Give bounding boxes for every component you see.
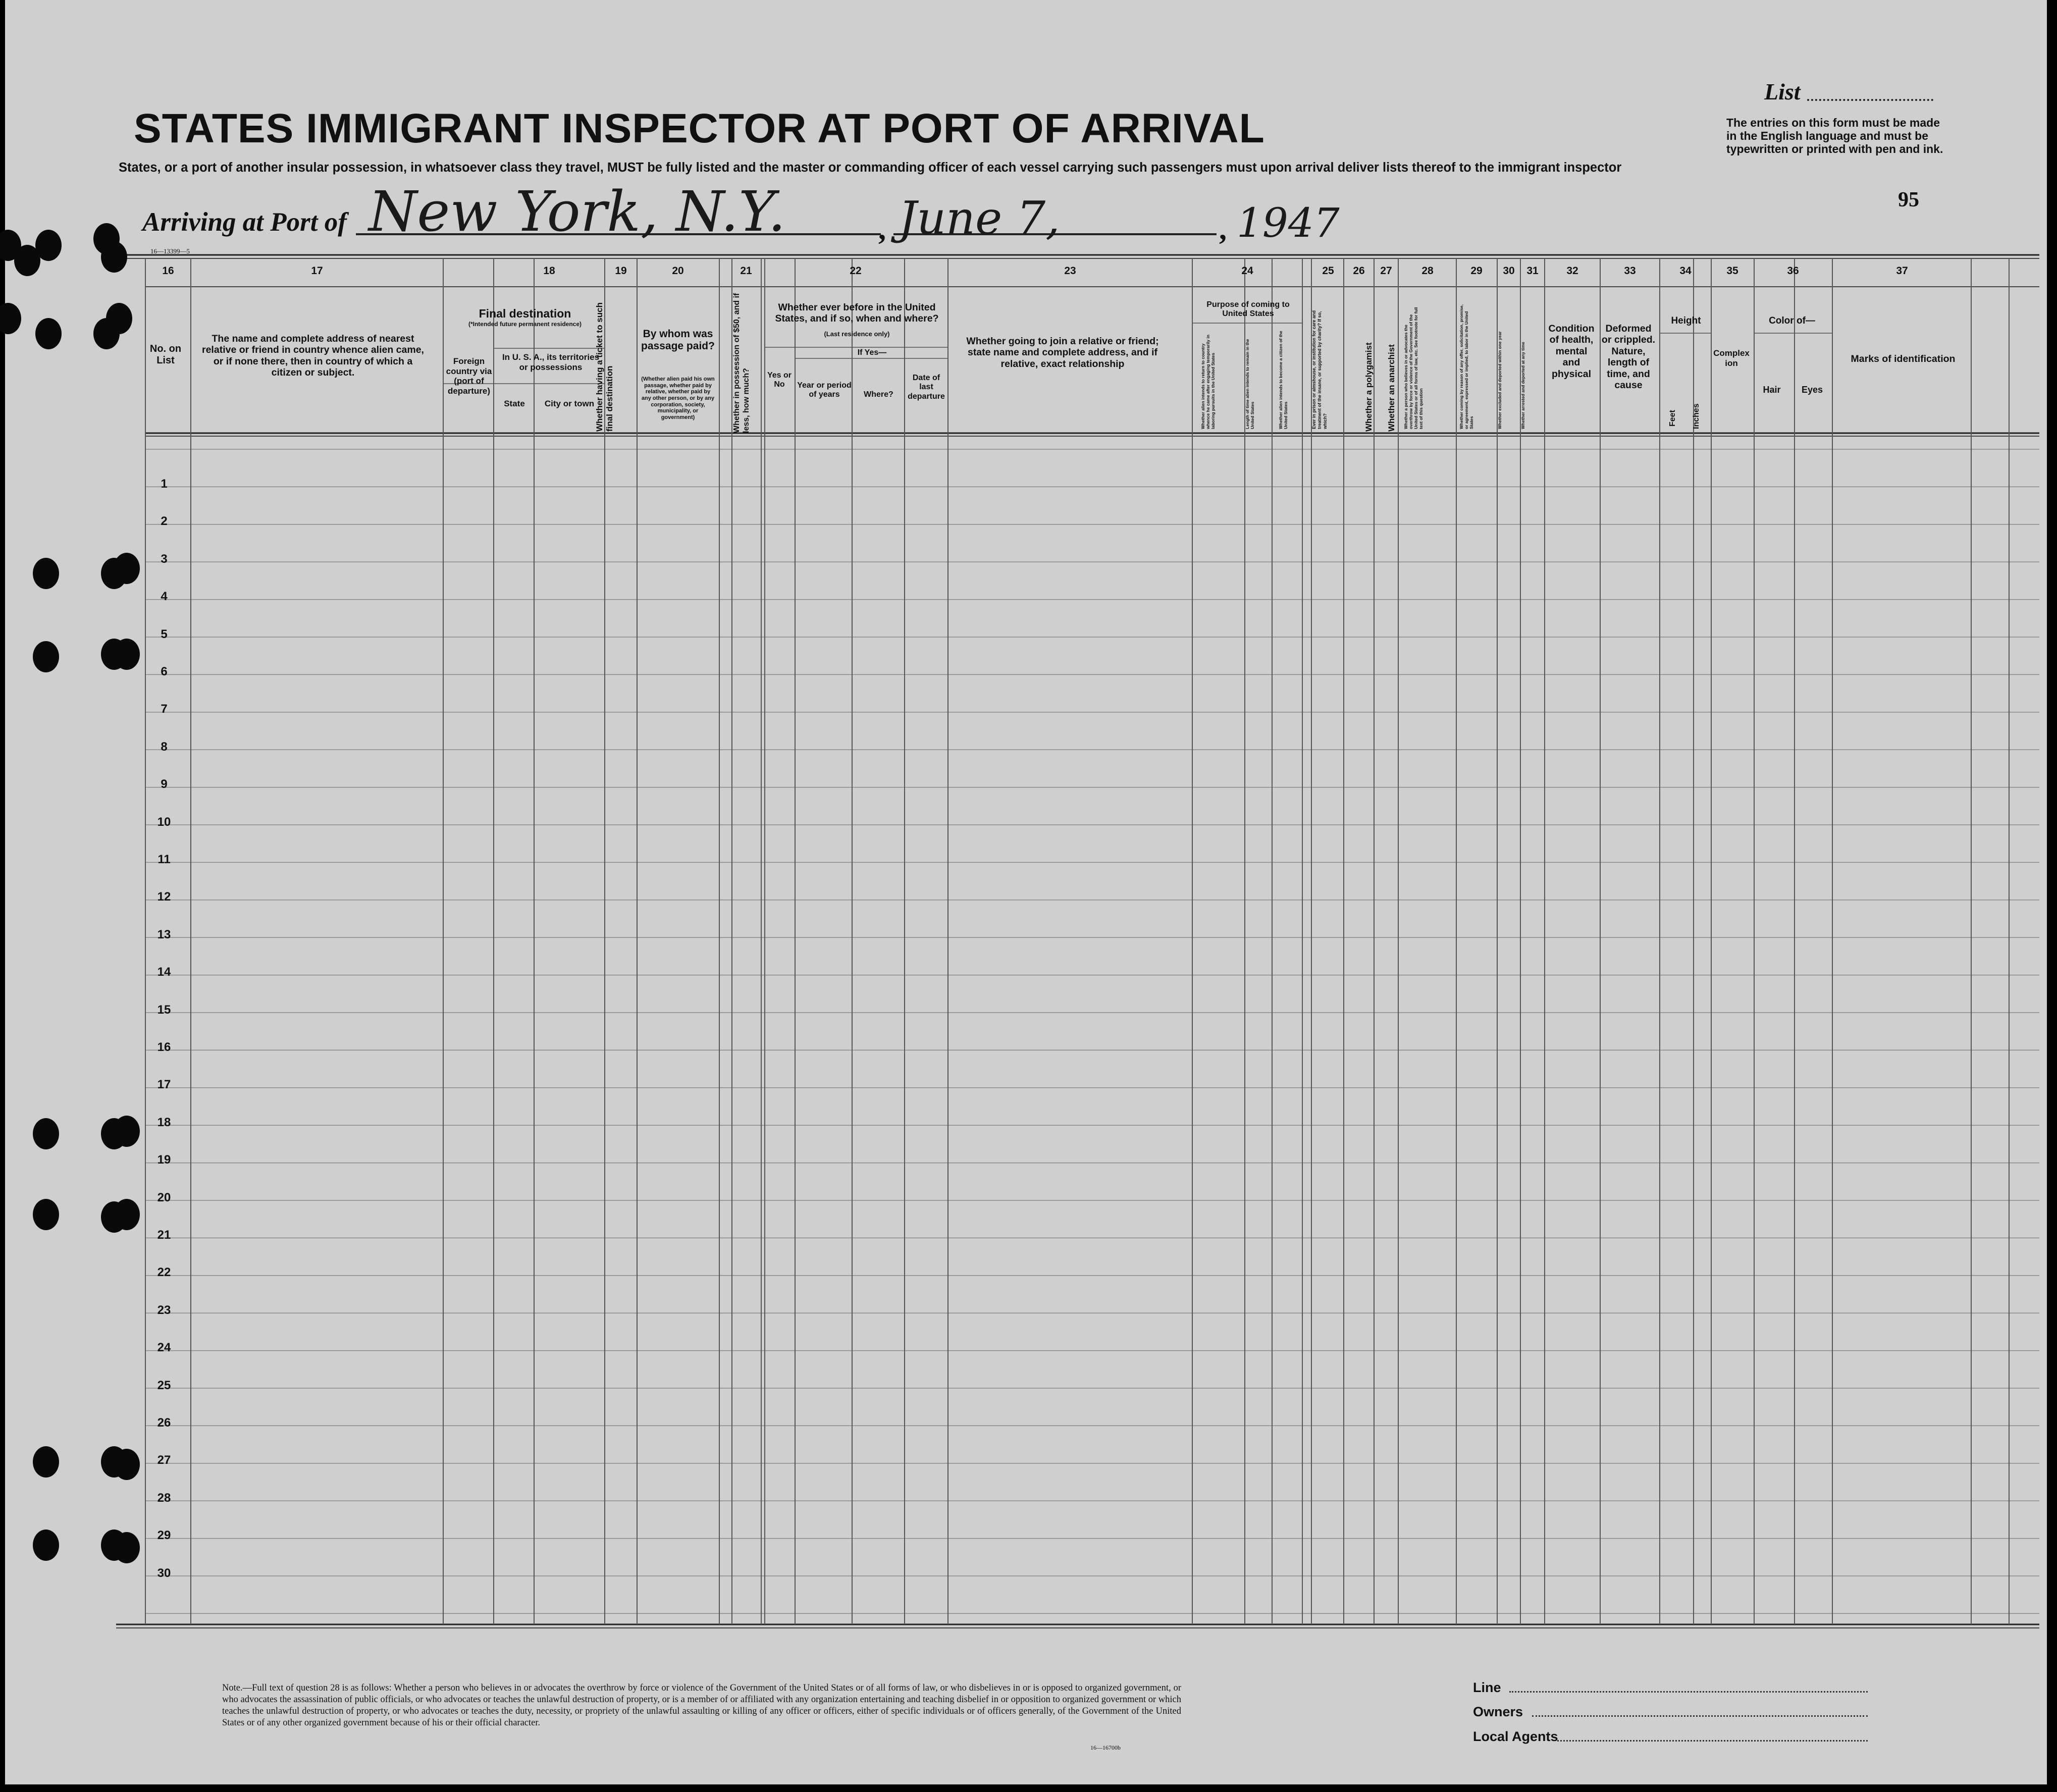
row-number-4: 4: [161, 590, 168, 604]
punch-hole: [33, 1199, 59, 1230]
date-value[interactable]: June 7,: [899, 192, 1060, 245]
punch-hole: [35, 318, 62, 349]
row-number-10: 10: [157, 815, 171, 829]
column-number-33: 33: [1624, 265, 1636, 277]
page-number: 95: [1898, 188, 1919, 212]
row-number-21: 21: [157, 1228, 171, 1242]
column-number-23: 23: [1064, 265, 1076, 277]
local-agents-field[interactable]: [1557, 1740, 1868, 1742]
row-number-28: 28: [157, 1491, 171, 1505]
punch-hole: [106, 303, 132, 334]
col19-header: Whether having a ticket to such final destination: [595, 302, 614, 432]
col26-header: Whether a polygamist: [1364, 342, 1374, 432]
row-number-22: 22: [157, 1266, 171, 1280]
column-number-27: 27: [1380, 265, 1392, 277]
comma-sep-2: ,: [1219, 213, 1227, 246]
row-number-12: 12: [157, 890, 171, 904]
column-number-34: 34: [1679, 265, 1692, 277]
line-label: Line: [1473, 1680, 1501, 1695]
footnote-form-code: 16—16700b: [1090, 1744, 1121, 1751]
punch-hole: [114, 1116, 140, 1147]
row-number-24: 24: [157, 1341, 171, 1355]
form-code-top: 16—13399—5: [150, 247, 190, 255]
col18-foreign: Foreign country via (port of departure): [446, 356, 492, 396]
row-number-15: 15: [157, 1003, 171, 1017]
punch-hole: [101, 241, 127, 273]
row-number-14: 14: [157, 965, 171, 979]
row-number-13: 13: [157, 927, 171, 941]
row-number-17: 17: [157, 1078, 171, 1092]
column-number-26: 26: [1353, 265, 1365, 277]
punch-hole: [33, 558, 59, 589]
column-number-35: 35: [1726, 265, 1738, 277]
column-number-37: 37: [1896, 265, 1908, 277]
punch-hole: [114, 1532, 140, 1563]
row-number-2: 2: [161, 514, 168, 529]
column-number-18: 18: [543, 265, 555, 277]
row-number-29: 29: [157, 1529, 171, 1543]
col31-header: Whether arrested and deported at any time: [1520, 342, 1525, 429]
col27-header: Whether an anarchist: [1387, 344, 1396, 432]
year-value[interactable]: 1947: [1237, 199, 1340, 246]
col21-header: Whether in possession of $50, and if less, how much?: [732, 293, 751, 433]
col22-ifyes: If Yes—: [857, 348, 887, 357]
row-number-6: 6: [161, 665, 168, 678]
punch-hole: [114, 553, 140, 584]
row-number-27: 27: [157, 1453, 171, 1467]
col25-header: Ever in prison or almshouse, or institution for care and treatment of the insane, or supported by charity? If so, which?: [1311, 310, 1328, 429]
col20-note: (Whether alien paid his own passage, whether paid by relative, whether paid by any other person, or by any corporation, society, municipality, or government): [641, 376, 715, 420]
col22-date: Date of last departure: [908, 374, 945, 401]
col36-eyes: Eyes: [1801, 385, 1823, 395]
col24-title: Purpose of coming to United States: [1206, 300, 1290, 319]
row-number-23: 23: [157, 1303, 171, 1317]
footnote-question-28: Note.—Full text of question 28 is as follows: Whether a person who believes in or advocates the overthrow by force or violence of the Government of the United States or of all forms of law, or who disbelieves in or is opposed to organized government, or who advocates the assassination of public officials, or who advocates or teaches the unlawful destruction of property, or is a member of or affiliated with any organization entertaining and teaching disbelief in or opposition to organized government or which teaches the unlawful destruction of property, or who advocates or teaches the duty, necessity, or propriety of the unlawful assaulting or killing of any officer or officers, either of specific individuals or of officers generally, of the Government of the United States or of any other organized government because of his or their official character.: [222, 1683, 1181, 1728]
col18-city: City or town: [544, 399, 595, 408]
owners-field[interactable]: [1532, 1715, 1868, 1717]
line-field[interactable]: [1509, 1691, 1868, 1693]
col22-note: (Last residence only): [824, 330, 890, 338]
punch-hole: [114, 1449, 140, 1480]
col23-header: Whether going to join a relative or friend; state name and complete address, and if relative, exact relationship: [966, 336, 1159, 370]
row-number-18: 18: [157, 1115, 171, 1129]
col34-title: Height: [1671, 315, 1701, 326]
col37-header: Marks of identification: [1851, 353, 1956, 364]
row-number-9: 9: [161, 777, 168, 792]
col20-title: By whom was passage paid?: [641, 328, 715, 352]
row-number-20: 20: [157, 1190, 171, 1204]
column-number-17: 17: [311, 265, 323, 277]
col18-state: State: [504, 399, 525, 408]
col18-note: (*Intended future permanent residence): [468, 321, 582, 328]
column-number-28: 28: [1421, 265, 1434, 277]
column-number-29: 29: [1470, 265, 1483, 277]
list-label: List: [1764, 79, 1801, 104]
col22-years: Year or period of years: [797, 381, 852, 399]
column-number-31: 31: [1526, 265, 1539, 277]
page-subtitle: States, or a port of another insular possession, in whatsoever class they travel, MUST be fully listed and the master or commanding officer of each vessel carrying such passengers must upon arrival deliver lists thereof to the immigrant inspector: [119, 161, 1622, 175]
col22-where: Where?: [864, 390, 893, 399]
local-agents-label: Local Agents: [1473, 1729, 1558, 1744]
column-number-36: 36: [1787, 265, 1799, 277]
col30-header: Whether excluded and deported within one year: [1497, 331, 1502, 429]
col24-a: Whether alien intends to return to country whence he came after engaging temporarily in laboring pursuits in the United States: [1200, 334, 1216, 429]
punch-hole: [114, 639, 140, 670]
col34-feet: Feet: [1668, 410, 1677, 427]
punch-hole: [14, 245, 40, 276]
owners-label: Owners: [1473, 1704, 1523, 1719]
column-number-19: 19: [615, 265, 627, 277]
col18-title: Final destination: [479, 307, 571, 320]
row-number-1: 1: [161, 477, 168, 491]
column-number-20: 20: [672, 265, 684, 277]
col32-header: Condition of health, mental and physical: [1548, 323, 1595, 380]
col17-header: The name and complete address of nearest relative or friend in country whence alien came, or if none there, then in country of which a citizen or subject.: [202, 333, 424, 379]
col28-header: Whether a person who believes in or advocates the overthrow by force or violence of the Government of the United States or of all forms of law, etc. See footnote for full text of this question: [1403, 307, 1423, 429]
col34-inches: Inches: [1692, 403, 1701, 429]
row-number-11: 11: [157, 853, 171, 866]
column-number-21: 21: [740, 265, 752, 277]
column-number-32: 32: [1566, 265, 1578, 277]
col36-title: Color of—: [1769, 315, 1815, 326]
punch-hole: [114, 1199, 140, 1230]
port-value[interactable]: New York, N.Y.: [368, 179, 786, 244]
row-number-3: 3: [161, 552, 168, 566]
column-number-30: 30: [1503, 265, 1515, 277]
col35-header: Complexion: [1713, 348, 1750, 368]
row-number-7: 7: [161, 702, 168, 716]
column-number-22: 22: [850, 265, 862, 277]
col24-b: Length of time alien intends to remain in the United States: [1245, 339, 1255, 429]
column-number-24: 24: [1241, 265, 1253, 277]
col16-header: No. on List: [149, 343, 182, 366]
row-number-8: 8: [161, 740, 168, 754]
page-title: STATES IMMIGRANT INSPECTOR AT PORT OF ARRIVAL: [134, 106, 1265, 151]
row-number-26: 26: [157, 1416, 171, 1430]
row-number-16: 16: [157, 1040, 171, 1054]
punch-hole: [33, 1530, 59, 1561]
col22-yesno: Yes or No: [767, 371, 792, 389]
punch-hole: [33, 641, 59, 672]
col29-header: Whether coming by reason of any offer, solicitation, promise, or agreement, expressed or implied, to labor in the United States: [1459, 304, 1474, 429]
entries-note: The entries on this form must be made in the English language and must be typewritten or printed with pen and ink.: [1726, 116, 1943, 155]
row-number-30: 30: [157, 1566, 171, 1580]
col33-header: Deformed or crippled. Nature, length of time, and cause: [1601, 323, 1656, 391]
col24-c: Whether alien intends to become a citizen of the United States: [1278, 331, 1288, 429]
column-number-25: 25: [1322, 265, 1334, 277]
col18-usa: In U. S. A., its territories or possessions: [502, 352, 600, 372]
punch-hole: [33, 1446, 59, 1478]
col36-hair: Hair: [1763, 385, 1781, 395]
row-number-5: 5: [161, 627, 168, 641]
comma-sep: ,: [878, 213, 886, 246]
row-number-19: 19: [157, 1153, 171, 1167]
punch-hole: [33, 1118, 59, 1149]
arriving-label: Arriving at Port of: [142, 207, 347, 237]
col22-title: Whether ever before in the United States, and if so, when and where?: [775, 302, 939, 325]
column-number-16: 16: [162, 265, 174, 277]
row-number-25: 25: [157, 1378, 171, 1392]
